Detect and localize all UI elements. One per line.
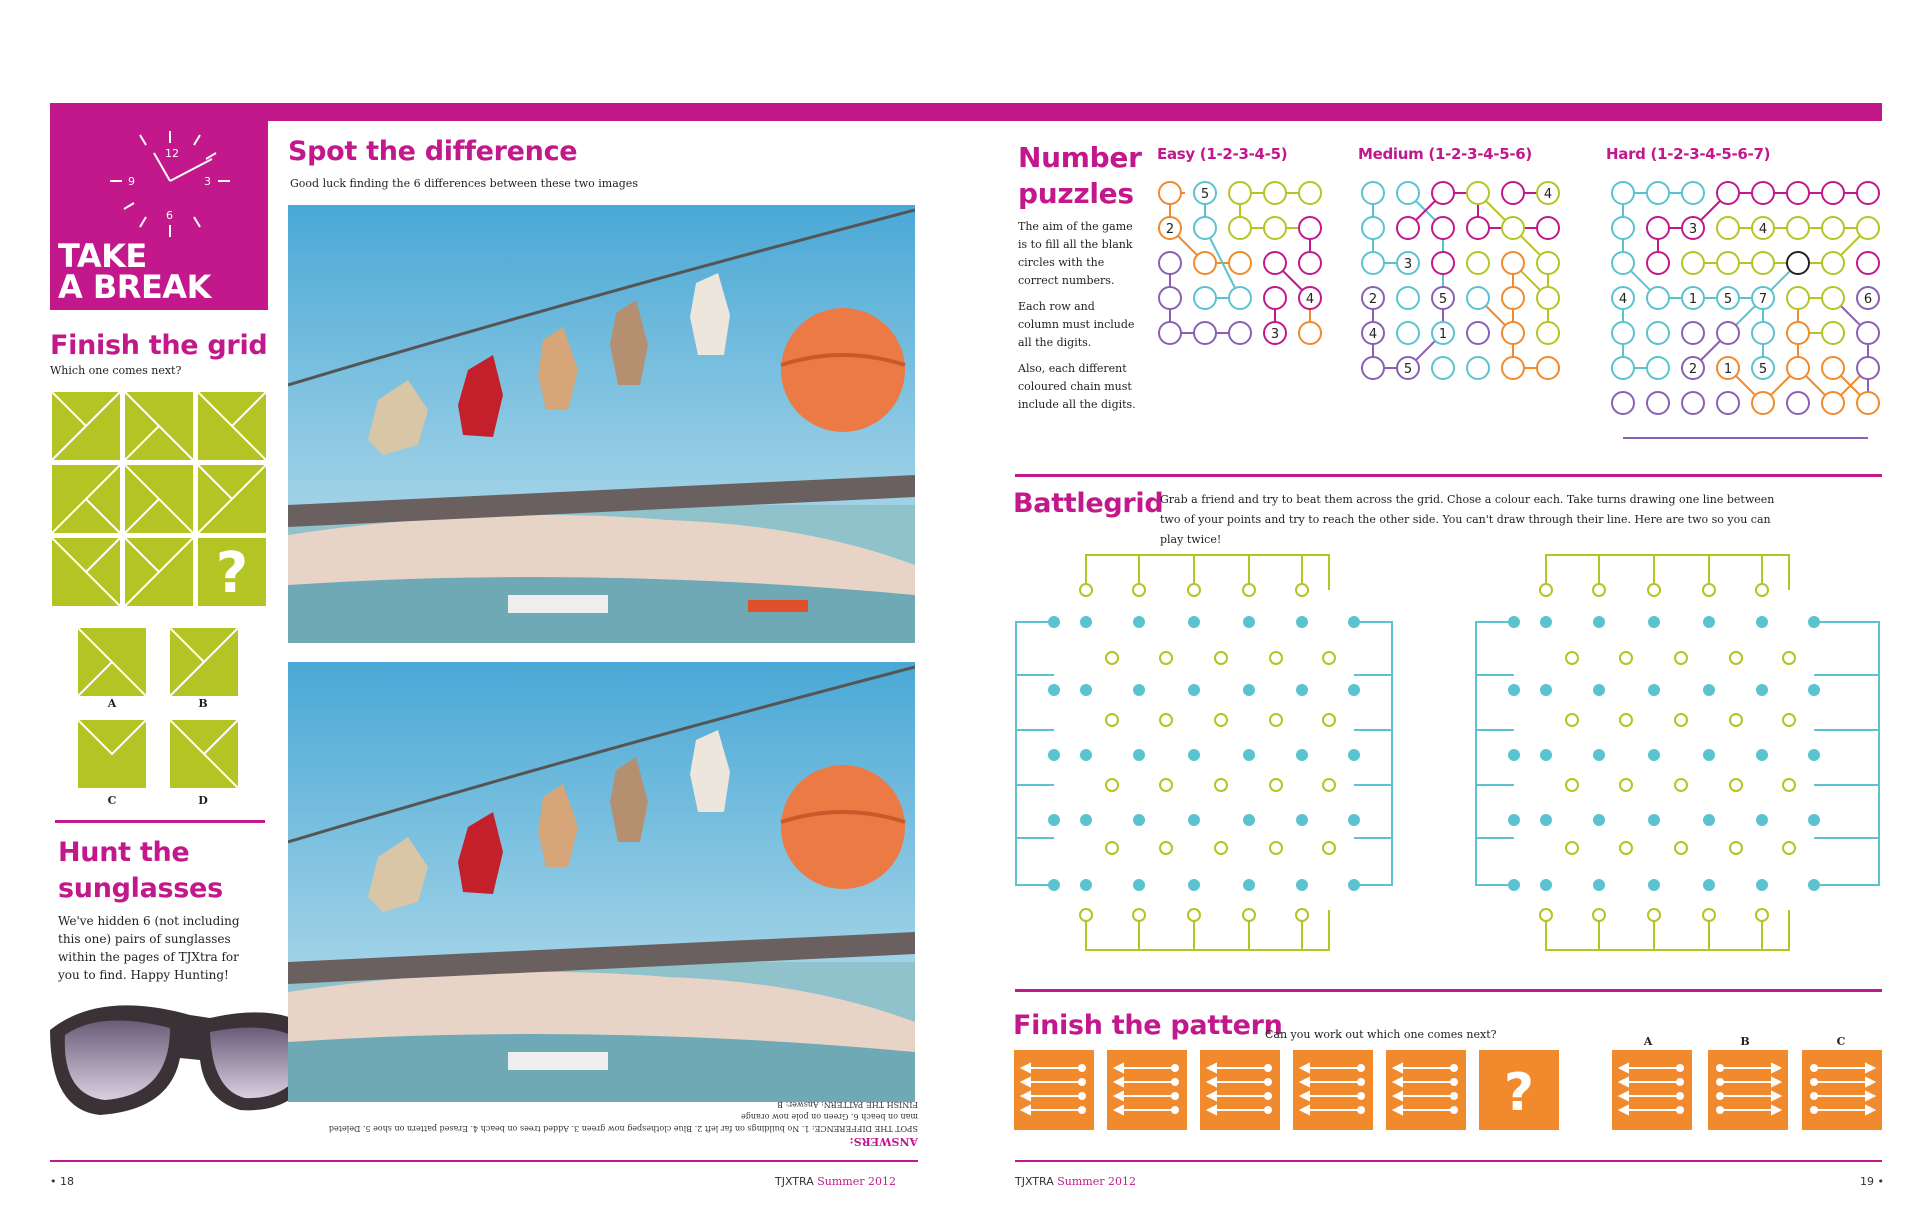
svg-text:5: 5 [1723, 292, 1733, 307]
hunt-text: We've hidden 6 (not including this one) pairs of sunglasses within the pages of TJXtra for you to find. Happy Hunting! [58, 914, 240, 982]
hard-label: Hard (1-2-3-4-5-6-7) [1606, 145, 1771, 163]
finish-pattern-title: Finish the pattern [1013, 1010, 1283, 1041]
clock-9: 9 [128, 175, 135, 188]
footer-rule-left [50, 1160, 918, 1162]
svg-text:1: 1 [1723, 362, 1733, 377]
grid-option-a[interactable]: A [107, 697, 117, 710]
svg-text:4: 4 [1543, 187, 1553, 202]
clock-12: 12 [165, 147, 179, 160]
svg-text:3: 3 [1270, 327, 1280, 342]
easy-puzzle [1155, 178, 1335, 358]
spot-image-1 [288, 205, 915, 643]
battlegrid-2[interactable] [1474, 550, 1884, 960]
svg-text:3: 3 [1403, 257, 1413, 272]
grid-option-d[interactable]: D [198, 794, 208, 807]
spot-title: Spot the difference [288, 136, 578, 167]
pattern-option-a-label: A [1643, 1035, 1653, 1048]
footer-brand-left: TJXTRA Summer 2012 [775, 1175, 896, 1188]
divider-number-battlegrid [1015, 474, 1882, 477]
svg-text:3: 3 [1688, 222, 1698, 237]
pattern-option-b-label: B [1740, 1035, 1750, 1048]
svg-text:2: 2 [1368, 292, 1378, 307]
pattern-options[interactable] [1612, 1050, 1882, 1130]
number-puzzles-title: Number puzzles [1018, 141, 1142, 210]
top-bar [50, 103, 1882, 121]
svg-text:5: 5 [1403, 362, 1413, 377]
svg-text:6: 6 [1863, 292, 1873, 307]
finish-grid-puzzle [52, 392, 266, 606]
svg-text:5: 5 [1438, 292, 1448, 307]
finish-grid-subtitle: Which one comes next? [50, 364, 182, 377]
battlegrid-1[interactable] [1014, 550, 1394, 960]
svg-text:4: 4 [1758, 222, 1768, 237]
svg-text:4: 4 [1618, 292, 1628, 307]
footer-rule-right [1015, 1160, 1882, 1162]
finish-grid-title: Finish the grid [50, 330, 268, 361]
grid-option-c[interactable]: C [107, 794, 117, 807]
divider [55, 820, 265, 823]
finish-pattern-subtitle: Can you work out which one comes next? [1265, 1028, 1497, 1041]
number-puzzles-text: The aim of the game is to fill all the blank circles with the correct numbers. Each row and column must include all the digits. Also, each different coloured chain must include all the digits. [1018, 220, 1136, 411]
pattern-question-mark: ? [1503, 1063, 1535, 1123]
medium-puzzle [1358, 178, 1573, 393]
svg-text:5: 5 [1758, 362, 1768, 377]
medium-label: Medium (1-2-3-4-5-6) [1358, 145, 1532, 163]
battlegrid-text: Grab a friend and try to beat them across the grid. Chose a colour each. Take turns drawing one line between two of your points and try to reach the other side. You can't draw through their line. Here are two so you can play twice! [1160, 493, 1775, 546]
clock-3: 3 [204, 175, 211, 188]
clock-icon [100, 123, 240, 243]
pattern-sequence [1014, 1050, 1564, 1130]
svg-text:1: 1 [1688, 292, 1698, 307]
hunt-title: Hunt the sunglasses [58, 837, 223, 904]
spot-subtitle: Good luck finding the 6 differences between these two images [290, 177, 638, 190]
hard-puzzle [1608, 178, 1883, 453]
page-number-left: • 18 [50, 1175, 74, 1188]
page-number-right: 19 • [1860, 1175, 1884, 1188]
sunglasses-image [40, 990, 330, 1125]
divider-battlegrid-pattern [1015, 989, 1882, 992]
grid-question-mark: ? [215, 541, 249, 606]
easy-label: Easy (1-2-3-4-5) [1157, 145, 1288, 163]
svg-text:2: 2 [1165, 222, 1175, 237]
battlegrid-title: Battlegrid [1013, 488, 1164, 519]
svg-text:2: 2 [1688, 362, 1698, 377]
take-a-break-title: TAKE A BREAK [58, 237, 211, 306]
spot-image-2 [288, 662, 915, 1102]
svg-text:4: 4 [1368, 327, 1378, 342]
svg-text:7: 7 [1758, 292, 1768, 307]
svg-text:5: 5 [1200, 187, 1210, 202]
answers-upside-down: ANSWERS: SPOT THE DIFFERENCE: 1. No buildings on far left 2. Blue clothespeg now green 3. Added trees on beach 4. Erased pattern on shoe 5. Deleted man on beach 6. Green on pole now orange FINISH THE PATTERN: Answer: B [328, 1100, 918, 1148]
take-a-break-tab [50, 103, 268, 310]
svg-text:1: 1 [1438, 327, 1448, 342]
grid-option-b[interactable]: B [198, 697, 208, 710]
pattern-option-c-label: C [1836, 1035, 1846, 1048]
svg-text:4: 4 [1305, 292, 1315, 307]
clock-6: 6 [166, 209, 173, 222]
footer-brand-right: TJXTRA Summer 2012 [1015, 1175, 1136, 1188]
